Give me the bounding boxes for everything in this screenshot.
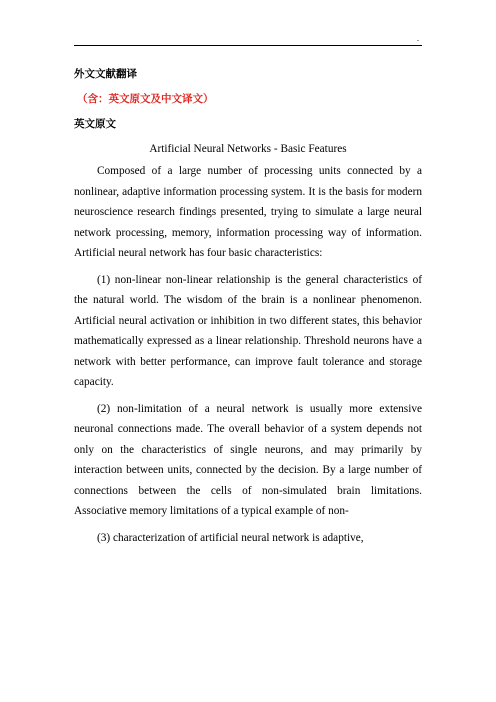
paragraph-nonlinear: (1) non-linear non-linear relationship is the general characteristics of the natural world. The wisdom of the brain is a nonlinear phenomenon. Artificial neural activation or inhibition in two different states, this behavior mathematically expressed as a linear relationship. Threshold neurons have a network with better performance, can improve fault tolerance and storage capacity.	[74, 273, 422, 388]
paragraph-intro: Composed of a large number of processing units connected by a nonlinear, adaptive information processing system. It is the basis for modern neuroscience research findings presented, trying to simulate a large neural network processing, memory, information processing way of information. Artificial neural network has four basic characteristics:	[74, 165, 422, 259]
article-title: Artificial Neural Networks - Basic Features	[149, 143, 347, 155]
doc-heading: 外文文献翻译	[74, 68, 137, 80]
paragraph-non-limitation: (2) non-limitation of a neural network is usually more extensive neuronal connections made. The overall behavior of a system depends not only on the characteristics of single neurons, and may primarily by interaction between units, connected by the decision. By a large number of connections between the cells of non-simulated brain limitations. Associative memory limitations of a typical example of non-	[74, 402, 422, 517]
header-mark: .	[417, 34, 419, 43]
section-heading: 英文原文	[74, 118, 116, 130]
doc-subheading: （含：英文原文及中文译文）	[77, 93, 214, 105]
document-body	[74, 64, 422, 548]
paragraph-adaptive: (3) characterization of artificial neural network is adaptive,	[97, 531, 364, 544]
header-rule	[74, 45, 422, 46]
